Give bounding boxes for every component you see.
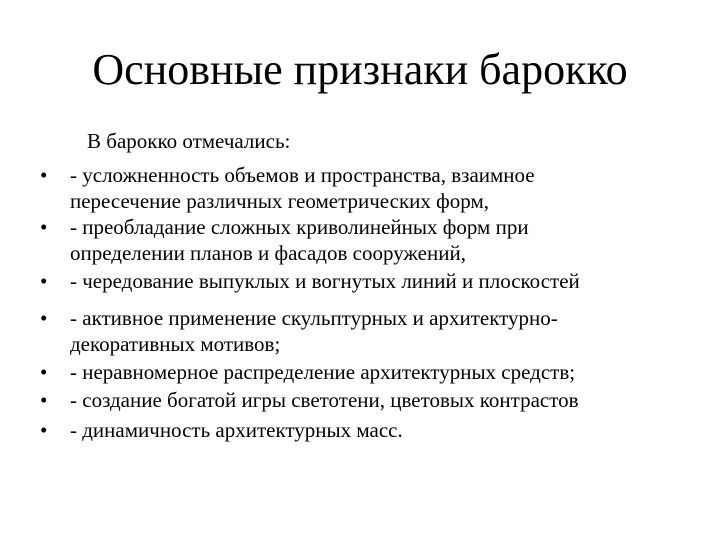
bullet-icon: • [40, 163, 48, 187]
list-item-line: - активное применение скульптурных и архитектурно- [70, 306, 558, 330]
list-item-line: - неравномерное распределение архитектурных средств; [70, 360, 576, 384]
bullet-icon: • [40, 360, 48, 384]
list-item-line: декоративных мотивов; [70, 332, 281, 356]
list-item-text [70, 417, 690, 443]
intro-text: В барокко отмечались: [87, 129, 291, 153]
list-item-text [70, 305, 690, 357]
list-item-line: - преобладание сложных криволинейных форм при [70, 215, 529, 239]
list-item-line: определении планов и фасадов сооружений, [70, 241, 466, 265]
list-item-line: пересечение различных геометрических форм, [70, 189, 489, 213]
list-item-line: - усложненность объемов и пространства, взаимное [70, 163, 535, 187]
bullet-icon: • [40, 388, 48, 412]
list-item-text [70, 387, 690, 413]
bullet-icon: • [40, 418, 48, 442]
bullet-icon: • [40, 269, 48, 293]
list-item-line: - чередование выпуклых и вогнутых линий и плоскостей [70, 269, 580, 293]
list-item-text [70, 268, 690, 294]
list-item-line: - динамичность архитектурных масс. [70, 418, 403, 442]
list-item-text [70, 162, 690, 214]
slide-title: Основные признаки барокко [92, 45, 628, 94]
list-item-text [70, 359, 690, 385]
bullet-icon: • [40, 215, 48, 239]
bullet-icon: • [40, 306, 48, 330]
list-item-line: - создание богатой игры светотени, цветовых контрастов [70, 388, 579, 412]
list-item-text [70, 214, 690, 266]
